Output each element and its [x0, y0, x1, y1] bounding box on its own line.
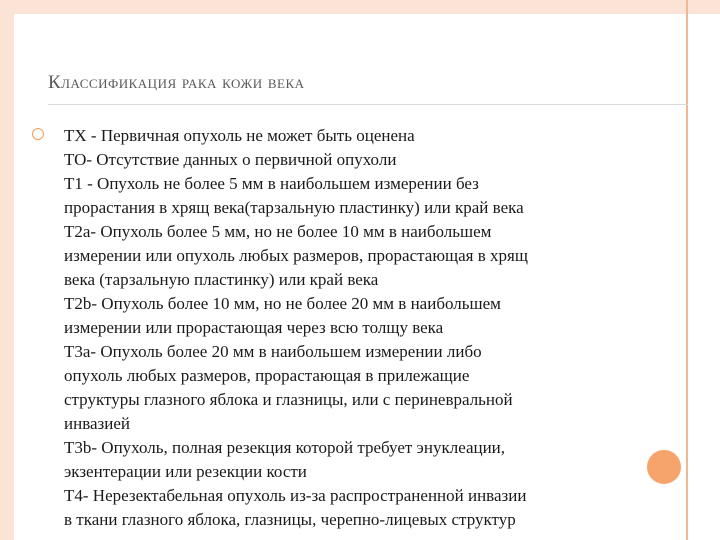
classification-line: TO- Отсутствие данных о первичной опухоли [64, 150, 397, 169]
classification-line: века (тарзальную пластинку) или край века [64, 270, 379, 289]
classification-line: опухоль любых размеров, прорастающая в прилежащие [64, 366, 470, 385]
classification-line: T4- Нерезектабельная опухоль из-за распространенной инвазии [64, 486, 527, 505]
classification-line: измерении или опухоль любых размеров, прорастающая в хрящ [64, 246, 528, 265]
slide-title-text: Классификация рака кожи века [48, 72, 305, 93]
bullet-ring-icon [32, 128, 44, 140]
title-divider [48, 104, 688, 105]
classification-line: TX - Первичная опухоль не может быть оценена [64, 126, 415, 145]
decorative-frame-top [0, 0, 720, 14]
classification-line: T2a- Опухоль более 5 мм, но не более 10 мм в наибольшем [64, 222, 492, 241]
slide-title [48, 72, 305, 94]
classification-list [64, 124, 688, 532]
decorative-circle [643, 446, 685, 488]
classification-line: прорастания в хрящ века(тарзальную пластинку) или край века [64, 198, 524, 217]
classification-line: экзентерации или резекции кости [64, 462, 307, 481]
classification-line: T1 - Опухоль не более 5 мм в наибольшем измерении без [64, 174, 479, 193]
decorative-frame-left [0, 0, 14, 540]
classification-line: T3b- Опухоль, полная резекция которой требует энуклеации, [64, 438, 506, 457]
classification-line: структуры глазного яблока и глазницы, или с периневральной [64, 390, 513, 409]
classification-line: T2b- Опухоль более 10 мм, но не более 20 мм в наибольшем [64, 294, 501, 313]
classification-line: в ткани глазного яблока, глазницы, черепно-лицевых структур [64, 510, 516, 529]
classification-line: T3a- Опухоль более 20 мм в наибольшем измерении либо [64, 342, 482, 361]
classification-line: инвазией [64, 414, 130, 433]
classification-line: измерении или прорастающая через всю толщу века [64, 318, 444, 337]
